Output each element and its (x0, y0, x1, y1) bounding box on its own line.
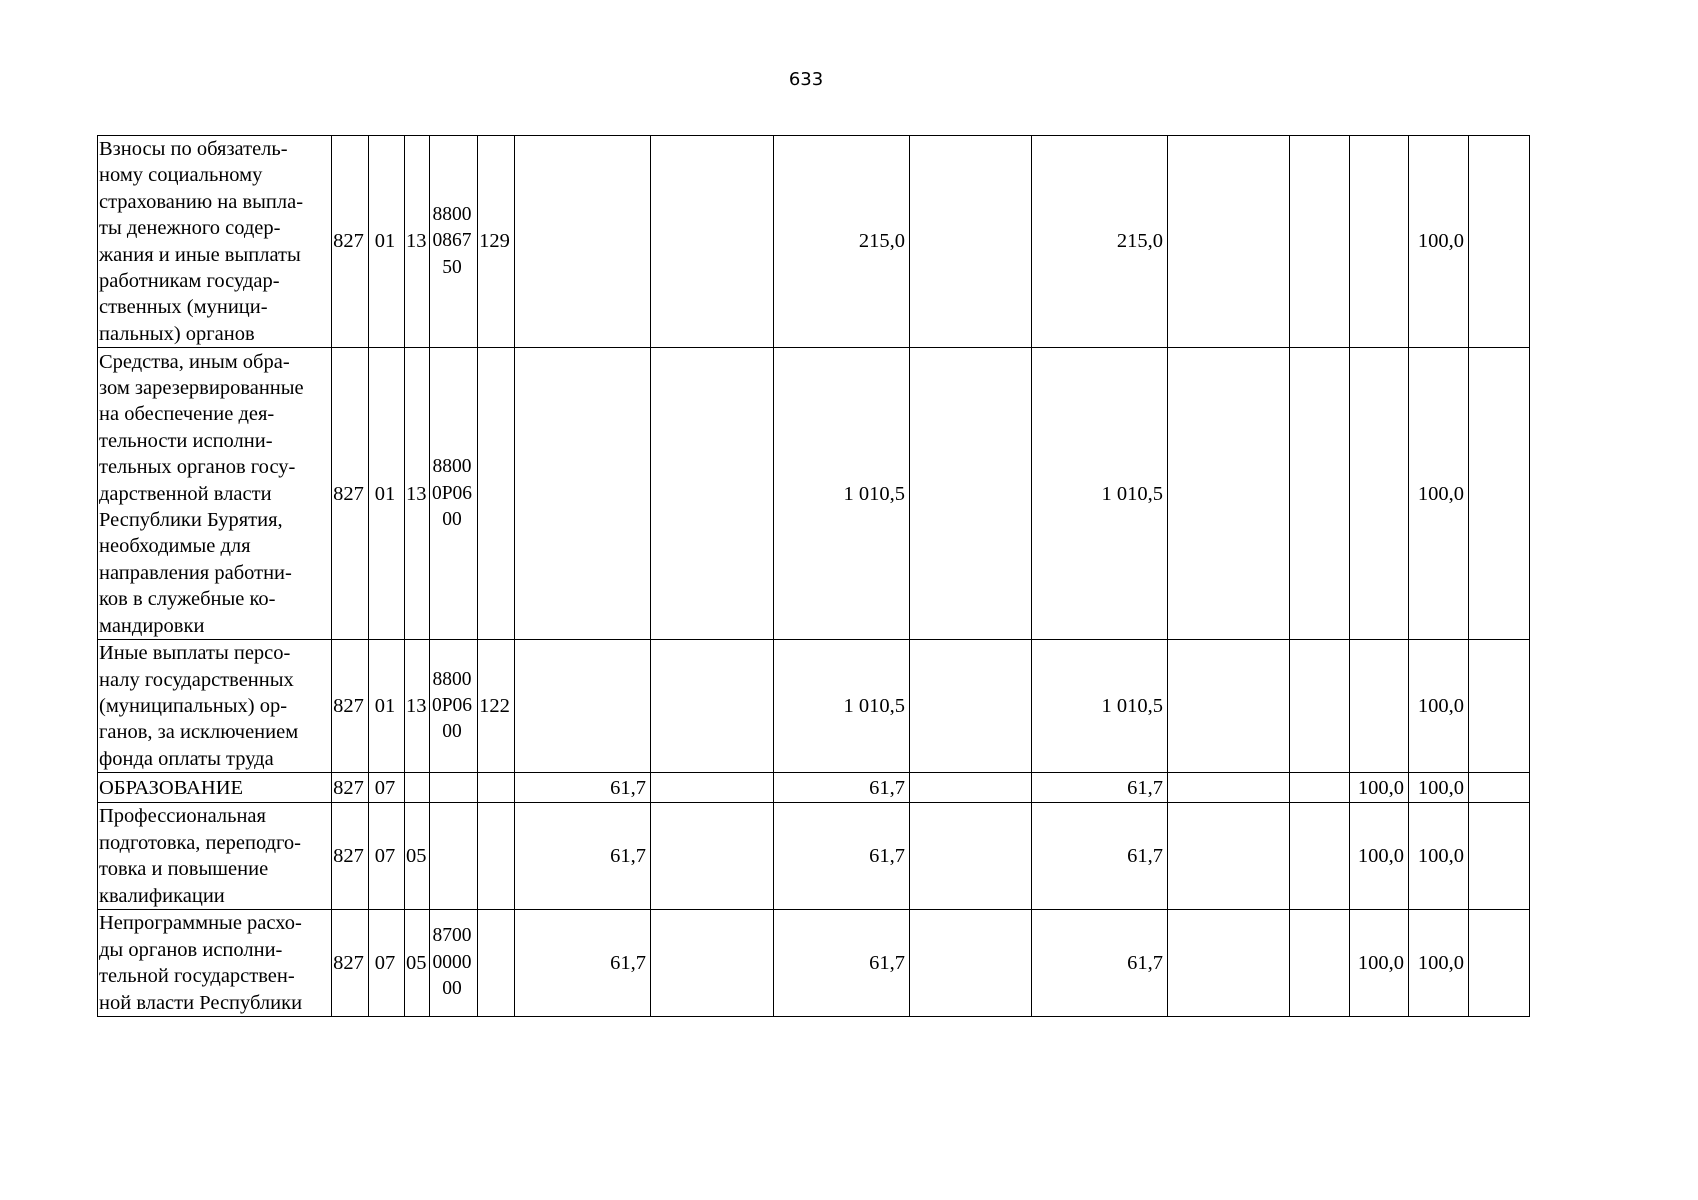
amount-cell-3: 61,7 (774, 910, 910, 1017)
amount-cell-4 (910, 136, 1032, 348)
target-article-cell: 8800 0Р06 00 (430, 348, 478, 640)
percent-cell-3: 100,0 (1409, 910, 1469, 1017)
amount-cell-3: 1 010,5 (774, 348, 910, 640)
amount-cell-4 (910, 803, 1032, 910)
table-row (98, 136, 1530, 348)
target-article-cell (430, 773, 478, 803)
amount-cell-5: 215,0 (1032, 136, 1168, 348)
amount-cell-4 (910, 773, 1032, 803)
table-row (98, 803, 1530, 910)
percent-cell-1 (1290, 803, 1350, 910)
section-code-cell: 07 (369, 803, 405, 910)
percent-cell-2: 100,0 (1350, 773, 1409, 803)
percent-cell-2 (1350, 136, 1409, 348)
expense-type-cell: 122 (478, 640, 515, 773)
percent-cell-2: 100,0 (1350, 910, 1409, 1017)
section-code-cell: 07 (369, 773, 405, 803)
amount-cell-5: 1 010,5 (1032, 640, 1168, 773)
amount-cell-1: 61,7 (515, 773, 651, 803)
expense-type-cell (478, 773, 515, 803)
expense-type-cell: 129 (478, 136, 515, 348)
row-name-cell: Средства, иным обра- зом зарезервированные на обеспечение дея- тельности исполни- тельных органов госу- дарственной власти Республики Бурятия, необходимые для направления работни- ков в служебные ко- мандировки (98, 348, 332, 640)
amount-cell-4 (910, 640, 1032, 773)
row-name-cell: Непрограммные расхо- ды органов исполни- тельной государствен- ной власти Республики (98, 910, 332, 1017)
amount-cell-5: 61,7 (1032, 803, 1168, 910)
amount-cell-1: 61,7 (515, 910, 651, 1017)
table-row (98, 910, 1530, 1017)
amount-cell-4 (910, 910, 1032, 1017)
subsection-code-cell (405, 773, 430, 803)
expense-type-cell (478, 910, 515, 1017)
amount-cell-2 (651, 640, 774, 773)
subsection-code-cell: 13 (405, 348, 430, 640)
amount-cell-1 (515, 640, 651, 773)
percent-cell-2 (1350, 640, 1409, 773)
amount-cell-6 (1168, 803, 1290, 910)
amount-cell-2 (651, 136, 774, 348)
row-name-cell: ОБРАЗОВАНИЕ (98, 773, 332, 803)
section-code-cell: 07 (369, 910, 405, 1017)
amount-cell-6 (1168, 348, 1290, 640)
percent-cell-4 (1469, 640, 1530, 773)
target-article-cell (430, 803, 478, 910)
percent-cell-2: 100,0 (1350, 803, 1409, 910)
subsection-code-cell: 13 (405, 640, 430, 773)
table-row (98, 640, 1530, 773)
row-name-cell: Профессиональная подготовка, переподго- товка и повышение квалификации (98, 803, 332, 910)
percent-cell-1 (1290, 910, 1350, 1017)
table-body (98, 136, 1530, 1017)
row-name-cell: Иные выплаты персо- налу государственных (муниципальных) ор- ганов, за исключением фонда оплаты труда (98, 640, 332, 773)
amount-cell-6 (1168, 136, 1290, 348)
percent-cell-4 (1469, 803, 1530, 910)
amount-cell-6 (1168, 640, 1290, 773)
amount-cell-2 (651, 910, 774, 1017)
target-article-cell: 8800 0867 50 (430, 136, 478, 348)
percent-cell-4 (1469, 910, 1530, 1017)
row-name-cell: Взносы по обязатель- ному социальному страхованию на выпла- ты денежного содер- жания и иные выплаты работникам государ- ственных (муници- пальных) органов (98, 136, 332, 348)
amount-cell-3: 61,7 (774, 803, 910, 910)
grbs-code-cell: 827 (332, 910, 369, 1017)
amount-cell-1: 61,7 (515, 803, 651, 910)
section-code-cell: 01 (369, 136, 405, 348)
percent-cell-4 (1469, 348, 1530, 640)
table-row (98, 348, 1530, 640)
amount-cell-1 (515, 136, 651, 348)
grbs-code-cell: 827 (332, 348, 369, 640)
percent-cell-4 (1469, 136, 1530, 348)
subsection-code-cell: 13 (405, 136, 430, 348)
percent-cell-4 (1469, 773, 1530, 803)
percent-cell-3: 100,0 (1409, 348, 1469, 640)
target-article-cell: 8700 0000 00 (430, 910, 478, 1017)
percent-cell-1 (1290, 348, 1350, 640)
section-code-cell: 01 (369, 640, 405, 773)
amount-cell-2 (651, 348, 774, 640)
amount-cell-3: 61,7 (774, 773, 910, 803)
expense-type-cell (478, 348, 515, 640)
grbs-code-cell: 827 (332, 640, 369, 773)
percent-cell-1 (1290, 640, 1350, 773)
amount-cell-2 (651, 773, 774, 803)
amount-cell-6 (1168, 773, 1290, 803)
amount-cell-5: 61,7 (1032, 773, 1168, 803)
amount-cell-1 (515, 348, 651, 640)
subsection-code-cell: 05 (405, 910, 430, 1017)
percent-cell-3: 100,0 (1409, 640, 1469, 773)
amount-cell-5: 61,7 (1032, 910, 1168, 1017)
expense-type-cell (478, 803, 515, 910)
amount-cell-5: 1 010,5 (1032, 348, 1168, 640)
subsection-code-cell: 05 (405, 803, 430, 910)
amount-cell-6 (1168, 910, 1290, 1017)
amount-cell-3: 1 010,5 (774, 640, 910, 773)
grbs-code-cell: 827 (332, 136, 369, 348)
percent-cell-1 (1290, 773, 1350, 803)
section-code-cell: 01 (369, 348, 405, 640)
amount-cell-3: 215,0 (774, 136, 910, 348)
amount-cell-4 (910, 348, 1032, 640)
percent-cell-3: 100,0 (1409, 773, 1469, 803)
percent-cell-2 (1350, 348, 1409, 640)
amount-cell-2 (651, 803, 774, 910)
table-row (98, 773, 1530, 803)
budget-table (97, 135, 1530, 1017)
percent-cell-3: 100,0 (1409, 803, 1469, 910)
grbs-code-cell: 827 (332, 803, 369, 910)
percent-cell-3: 100,0 (1409, 136, 1469, 348)
percent-cell-1 (1290, 136, 1350, 348)
grbs-code-cell: 827 (332, 773, 369, 803)
target-article-cell: 8800 0Р06 00 (430, 640, 478, 773)
page-number: 633 (788, 69, 824, 90)
